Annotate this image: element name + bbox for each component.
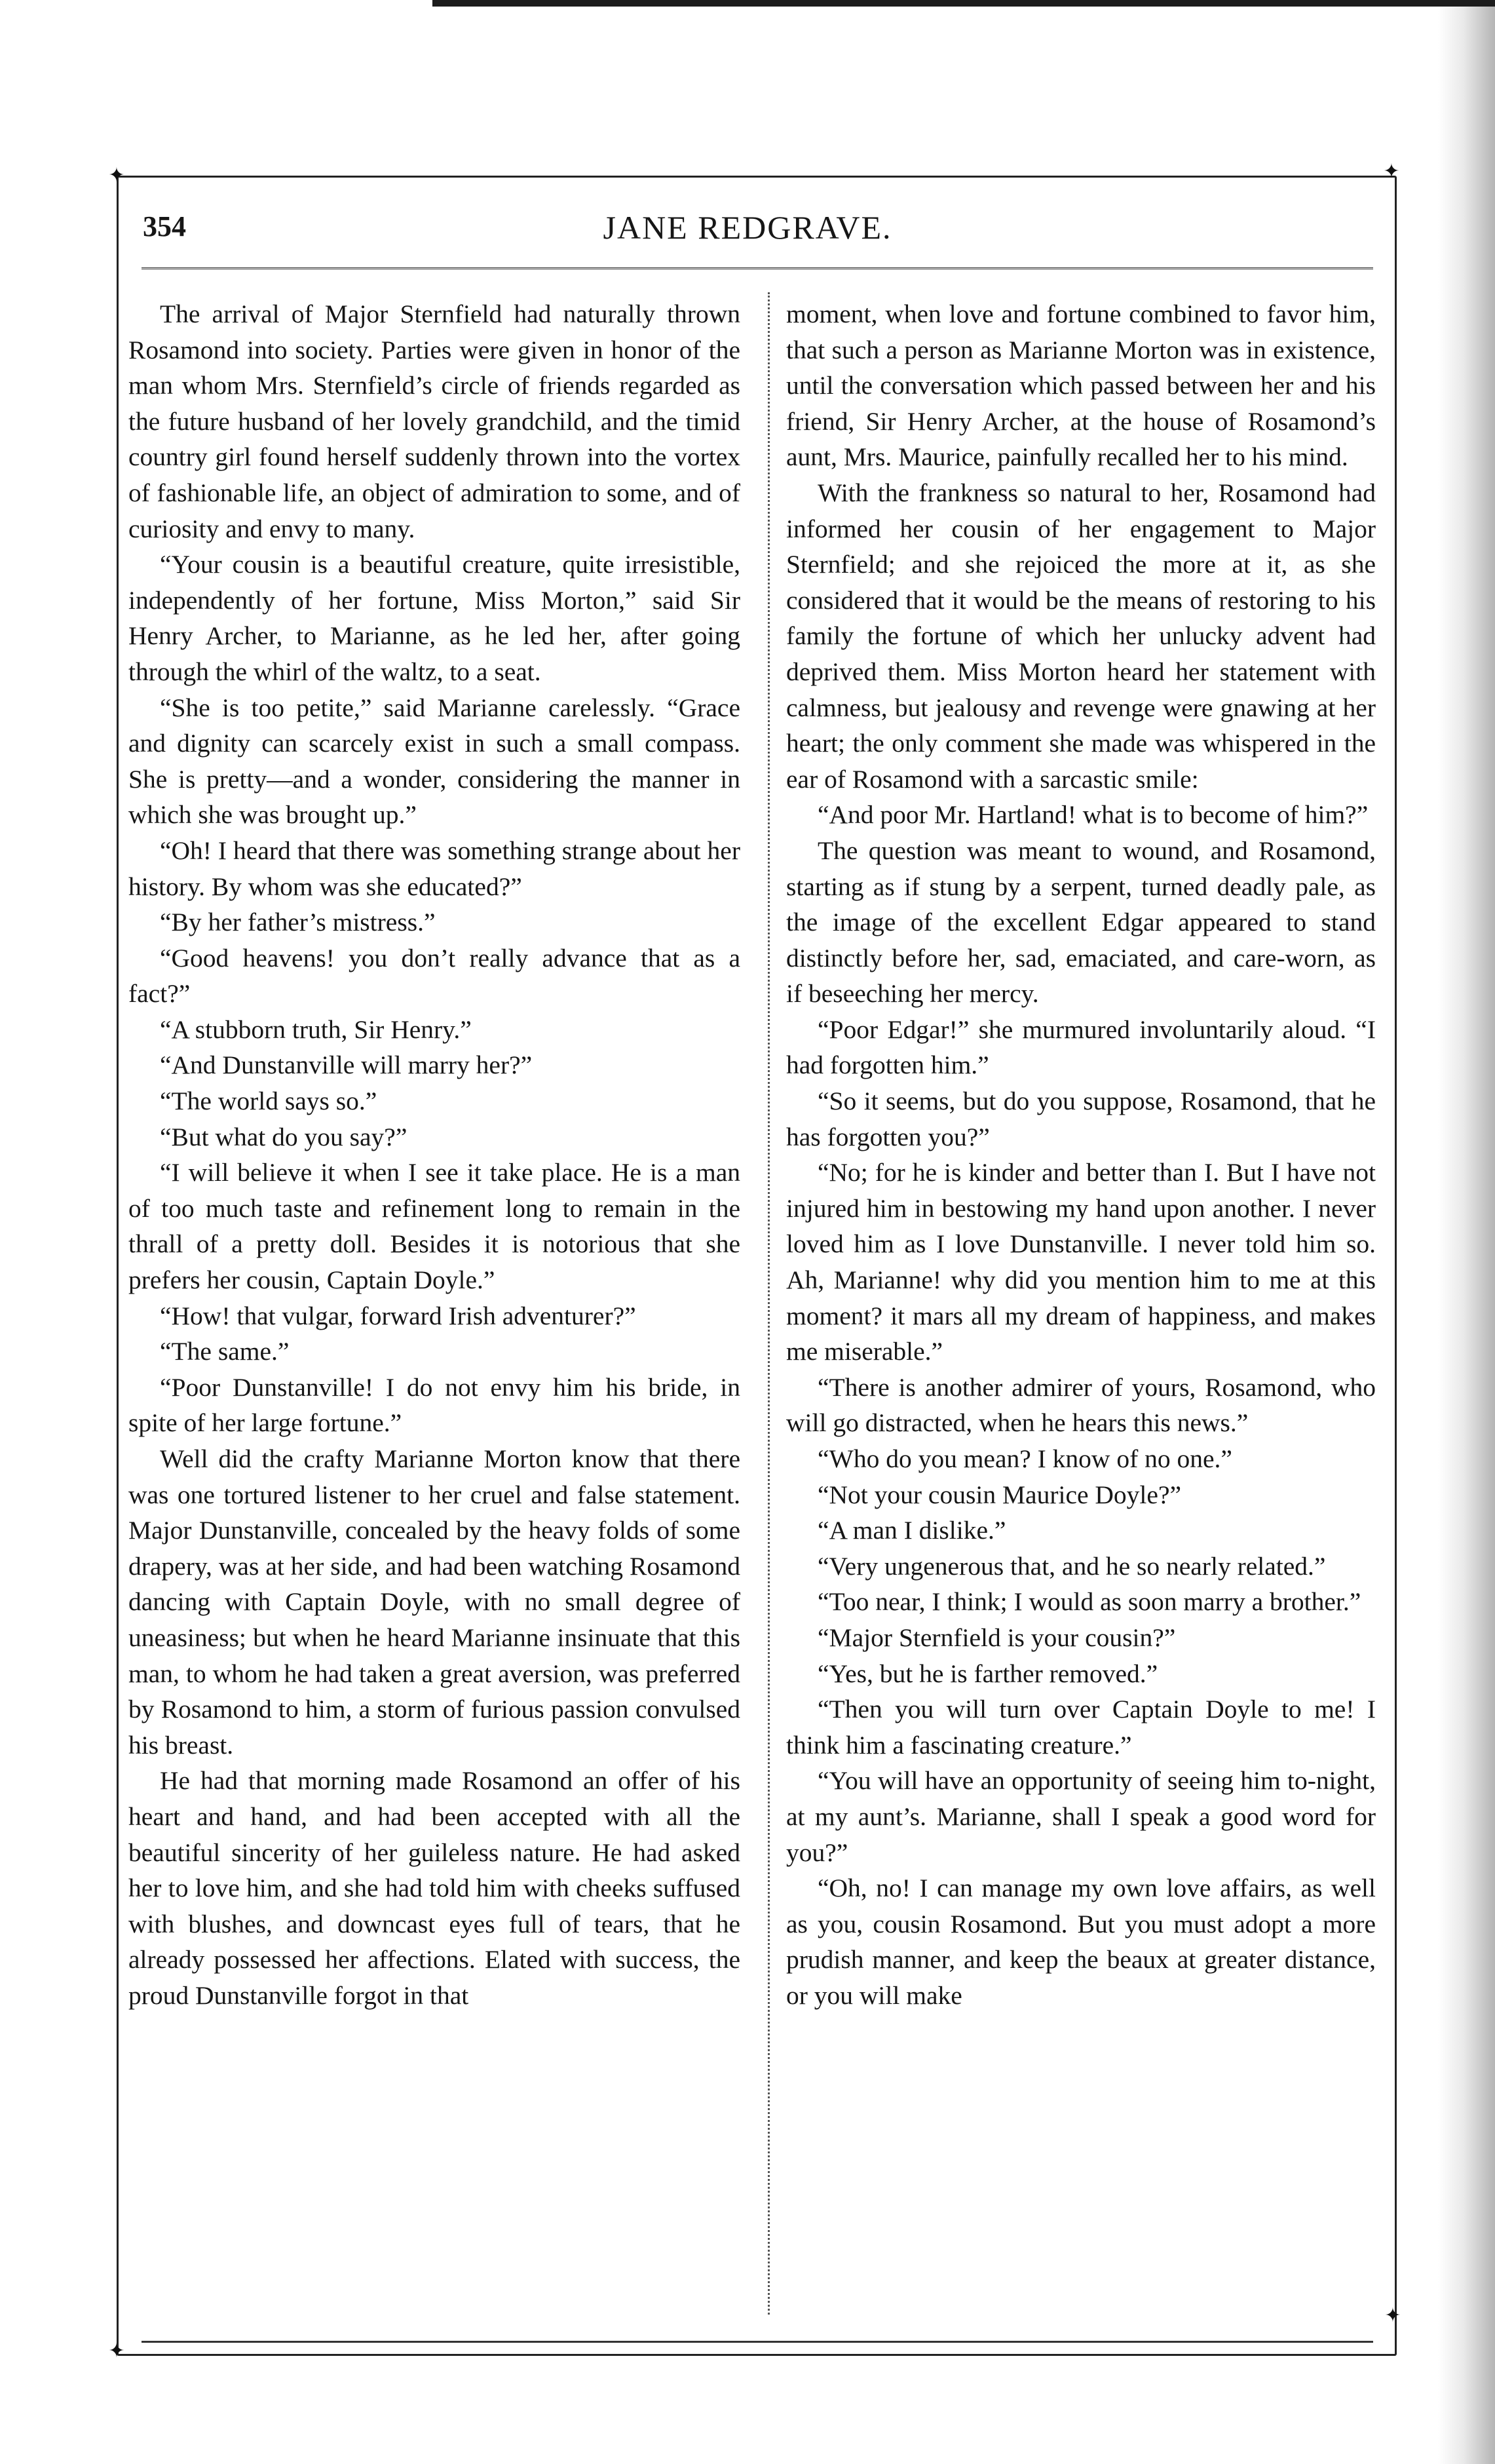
paragraph: “Yes, but he is farther removed.” xyxy=(818,1659,1158,1688)
corner-ornament-icon: ✦ xyxy=(108,164,125,186)
running-title: JANE REDGRAVE. xyxy=(603,209,892,246)
paragraph: “Good heavens! you don’t really advance that as a fact?” xyxy=(128,943,740,1009)
top-edge-rule xyxy=(432,0,1495,7)
paragraph: “Major Sternfield is your cousin?” xyxy=(818,1623,1176,1652)
paragraph: “The same.” xyxy=(160,1337,290,1366)
corner-ornament-icon: ✦ xyxy=(1383,161,1400,182)
paragraph: “Too near, I think; I would as soon marry a brother.” xyxy=(818,1587,1361,1617)
page-number: 354 xyxy=(143,210,186,242)
paragraph: “Then you will turn over Captain Doyle to me! I think him a fascinating creature.” xyxy=(786,1695,1376,1760)
paragraph: “How! that vulgar, forward Irish adventurer?” xyxy=(160,1301,636,1330)
corner-ornament-icon: ✦ xyxy=(108,2340,125,2362)
paragraph: “There is another admirer of yours, Rosamond, who will go distracted, when he hears this news.” xyxy=(786,1372,1376,1438)
column-divider xyxy=(768,292,770,2315)
paragraph: “Very ungenerous that, and he so nearly related.” xyxy=(818,1551,1326,1581)
paragraph: “Not your cousin Maurice Doyle?” xyxy=(818,1480,1182,1509)
paragraph: “Poor Edgar!” she murmured involuntarily aloud. “I had forgotten him.” xyxy=(786,1014,1376,1080)
paragraph: “But what do you say?” xyxy=(160,1122,407,1151)
paragraph: “And Dunstanville will marry her?” xyxy=(160,1050,533,1080)
paragraph: The arrival of Major Sternfield had naturally thrown Rosamond into society. Parties were given in honor of the man whom Mrs. Sternfield’s circle of friends regarded as the future husband of her lovely grandchild, and the timid country girl found herself suddenly thrown into the vortex of fashionable life, an object of admiration to some, and of curiosity and envy to many. xyxy=(128,299,740,543)
page-edge-shadow xyxy=(1438,0,1495,2464)
paragraph: Well did the crafty Marianne Morton know that there was one tortured listener to her cruel and false statement. Major Dunstanville, concealed by the heavy folds of some drapery, was at her side, and had been watching Rosamond dancing with Captain Doyle, with no small degree of uneasiness; but when he heard Marianne insinuate that this man, to whom he had taken a great aversion, was preferred by Rosamond to him, a storm of furious passion convulsed his breast. xyxy=(128,1444,740,1760)
paragraph: “Oh! I heard that there was something strange about her history. By whom was she educated?” xyxy=(128,836,740,901)
paragraph: moment, when love and fortune combined to favor him, that such a person as Marianne Morton was in existence, until the conversation which passed between her and his friend, Sir Henry Archer, at the house of Rosamond’s aunt, Mrs. Maurice, painfully recalled her to his mind. xyxy=(786,299,1376,472)
paragraph: “And poor Mr. Hartland! what is to become of him?” xyxy=(818,800,1369,830)
paragraph: “The world says so.” xyxy=(160,1087,377,1116)
right-column xyxy=(786,296,1376,2014)
footer-rule xyxy=(142,2341,1373,2343)
paragraph: He had that morning made Rosamond an offer of his heart and hand, and had been accepted with all the beautiful sincerity of her guileless nature. He had asked her to love him, and she had told him with cheeks suffused with blushes, and downcast eyes full of tears, that he already possessed her affections. Elated with success, the proud Dunstanville forgot in that xyxy=(128,1766,740,2010)
paragraph: “Who do you mean? I know of no one.” xyxy=(818,1444,1232,1473)
header-rule xyxy=(142,267,1373,272)
paragraph: “Your cousin is a beautiful creature, quite irresistible, independently of her fortune, Miss Morton,” said Sir Henry Archer, to Marianne, as he led her, after going through the whirl of the waltz, to a seat. xyxy=(128,550,740,686)
paragraph: With the frankness so natural to her, Rosamond had informed her cousin of her engagement to Major Sternfield; and she rejoiced the more at it, as she considered that it would be the means of restoring to his family the fortune of which her unlucky advent had deprived them. Miss Morton heard her statement with calmness, but jealousy and revenge were gnawing at her heart; the only comment she made was whispered in the ear of Rosamond with a sarcastic smile: xyxy=(786,478,1376,794)
paragraph: “She is too petite,” said Marianne carelessly. “Grace and dignity can scarcely exist in such a small compass. She is pretty—and a wonder, considering the manner in which she was brought up.” xyxy=(128,693,740,830)
paragraph: “So it seems, but do you suppose, Rosamond, that he has forgotten you?” xyxy=(786,1087,1376,1151)
paragraph: The question was meant to wound, and Rosamond, starting as if stung by a serpent, turned deadly pale, as the image of the excellent Edgar appeared to stand distinctly before her, sad, emaciated, and care-worn, as if beseeching her mercy. xyxy=(786,836,1376,1009)
paragraph: “No; for he is kinder and better than I. But I have not injured him in bestowing my hand upon another. I never loved him as I love Dunstanville. I never told him so. Ah, Marianne! why did you mention him to me at this moment? it mars all my dream of happiness, and makes me miserable.” xyxy=(786,1158,1376,1366)
corner-ornament-icon: ✦ xyxy=(1384,2305,1401,2326)
paragraph: “By her father’s mistress.” xyxy=(160,908,436,937)
paragraph: “Poor Dunstanville! I do not envy him his bride, in spite of her large fortune.” xyxy=(128,1372,740,1438)
paragraph: “Oh, no! I can manage my own love affairs, as well as you, cousin Rosamond. But you must adopt a more prudish manner, and keep the beaux at greater distance, or you will make xyxy=(786,1874,1376,2010)
paragraph: “A man I dislike.” xyxy=(818,1516,1006,1545)
paragraph: “You will have an opportunity of seeing him to-night, at my aunt’s. Marianne, shall I speak a good word for you?” xyxy=(786,1766,1376,1867)
paragraph: “I will believe it when I see it take place. He is a man of too much taste and refinement long to remain in the thrall of a pretty doll. Besides it is notorious that she prefers her cousin, Captain Doyle.” xyxy=(128,1158,740,1295)
left-column xyxy=(128,296,740,2014)
paragraph: “A stubborn truth, Sir Henry.” xyxy=(160,1014,472,1044)
